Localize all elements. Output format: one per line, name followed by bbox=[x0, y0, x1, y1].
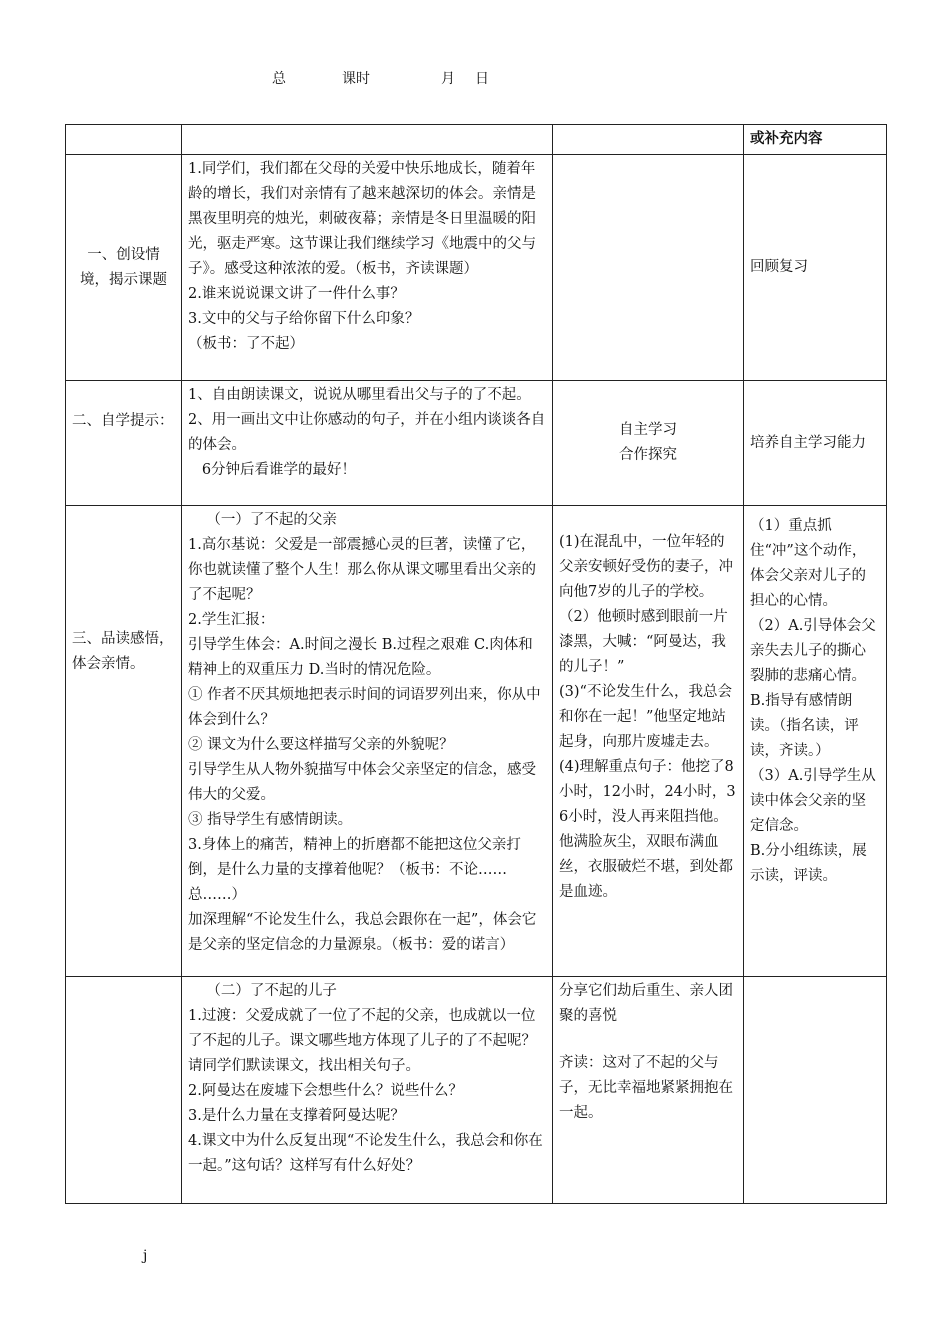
teacher-line: 2、用一画出文中让你感动的句子，并在小组内谈谈各自的体会。 bbox=[188, 412, 546, 453]
table-header-row bbox=[66, 125, 887, 155]
teacher-line: 1.过渡：父爱成就了一位了不起的父亲，也成就以一位了不起的儿子。课文哪些地方体现了儿子的了不起呢？请同学们默读课文，找出相关句子。 bbox=[188, 1008, 536, 1074]
stage-cell bbox=[66, 977, 182, 1204]
teacher-line: 引导学生体会：A.时间之漫长 B.过程之艰难 C.肉体和精神上的双重压力 D.当时的情况危险。 bbox=[188, 637, 533, 678]
note-line: B.分小组练读，展示读，评读。 bbox=[750, 843, 867, 884]
student-line: (4)理解重点句子：他挖了8小时，12小时，24小时，36小时，没人再来阻挡他。他满脸灰尘，双眼布满血丝，衣服破烂不堪，到处都是血迹。 bbox=[559, 759, 736, 900]
student-line: （2）他顿时感到眼前一片漆黑，大喊：“阿曼达，我的儿子！” bbox=[559, 609, 728, 675]
teacher-line: 3.文中的父与子给你留下什么印象？ bbox=[188, 311, 420, 327]
teacher-line: 1.同学们，我们都在父母的关爱中快乐地成长，随着年龄的增长，我们对亲情有了越来越深切的体会。亲情是黑夜里明亮的烛光，刺破夜幕；亲情是冬日里温暖的阳光，驱走严寒。这节课让我们继续学习《地震中的父与子》。感受这种浓浓的爱。（板书，齐读课题） bbox=[188, 161, 536, 277]
header-day: 日 bbox=[475, 71, 489, 87]
note-cell bbox=[744, 977, 887, 1204]
student-line: (1)在混乱中，一位年轻的父亲安顿好受伤的妻子，冲向他7岁的儿子的学校。 bbox=[559, 534, 733, 600]
note-line: 培养自主学习能力 bbox=[750, 434, 866, 451]
stage-cell: 一、创设情境，揭示课题 bbox=[66, 155, 182, 381]
teacher-cell bbox=[182, 506, 553, 977]
student-line: (3)“不论发生什么，我总会和你在一起！”他坚定地站起身，向那片废墟走去。 bbox=[559, 684, 732, 750]
header-cell-teacher bbox=[182, 125, 553, 155]
student-line: 合作探究 bbox=[619, 447, 677, 463]
teacher-line: 4.课文中为什么反复出现“不论发生什么，我总会和你在一起。”这句话？这样写有什么好处？ bbox=[188, 1133, 543, 1174]
teacher-line: 1.高尔基说：父爱是一部震撼心灵的巨著，读懂了它，你也就读懂了整个人生！那么你从课文哪里看出父亲的了不起呢？ bbox=[188, 537, 536, 603]
teacher-line: 引导学生从人物外貌描写中体会父亲坚定的信念，感受伟大的父爱。 bbox=[188, 762, 536, 803]
student-cell bbox=[553, 381, 744, 506]
teacher-line: 1、自由朗读课文，说说从哪里看出父与子的了不起。 bbox=[188, 387, 531, 403]
teacher-line: （二）了不起的儿子 bbox=[188, 983, 337, 999]
teacher-line: 2.学生汇报： bbox=[188, 612, 275, 628]
table-row bbox=[66, 155, 887, 381]
note-line: （1）重点抓住“冲”这个动作，体会父亲对儿子的担心的心情。 bbox=[750, 518, 867, 609]
teacher-line: 6分钟后看谁学的最好！ bbox=[188, 462, 357, 478]
teacher-line: （板书：了不起） bbox=[188, 336, 304, 352]
lesson-plan-table bbox=[65, 124, 887, 1204]
teacher-line: ① 作者不厌其烦地把表示时间的词语罗列出来，你从中体会到什么？ bbox=[188, 687, 541, 728]
teacher-line: 加深理解“不论发生什么，我总会跟你在一起”，体会它是父亲的坚定信念的力量源泉。（板书：爱的诺言） bbox=[188, 912, 537, 953]
header-cell-note: 或补充内容 bbox=[744, 125, 887, 155]
header-month: 月 bbox=[441, 71, 455, 87]
stage-cell: 二、自学提示： bbox=[66, 381, 182, 506]
student-line: 分享它们劫后重生、亲人团聚的喜悦 bbox=[559, 983, 733, 1024]
teacher-cell bbox=[182, 977, 553, 1204]
footer-mark: j bbox=[143, 1248, 148, 1264]
student-line: 自主学习 bbox=[619, 422, 677, 438]
student-cell bbox=[553, 977, 744, 1204]
teacher-line: 2.阿曼达在废墟下会想些什么？说些什么？ bbox=[188, 1083, 463, 1099]
table-row bbox=[66, 506, 887, 977]
note-cell bbox=[744, 155, 887, 381]
note-cell bbox=[744, 381, 887, 506]
teacher-cell bbox=[182, 381, 553, 506]
teacher-line: 3.身体上的痛苦，精神上的折磨都不能把这位父亲打倒，是什么力量的支撑着他呢？（板书：不论……总……） bbox=[188, 837, 521, 903]
header-lesson: 课时 bbox=[342, 71, 370, 87]
student-line: 齐读：这对了不起的父与子，无比幸福地紧紧拥抱在一起。 bbox=[559, 1055, 733, 1121]
teacher-line: ③ 指导学生有感情朗读。 bbox=[188, 812, 353, 828]
teacher-cell bbox=[182, 155, 553, 381]
stage-cell: 三、品读感悟，体会亲情。 bbox=[66, 506, 182, 977]
note-line: 回顾复习 bbox=[750, 259, 808, 275]
header-cell-student bbox=[553, 125, 744, 155]
header-cell-stage bbox=[66, 125, 182, 155]
teacher-line: （一）了不起的父亲 bbox=[188, 512, 337, 528]
note-line: （3）A.引导学生从读中体会父亲的坚定信念。 bbox=[750, 768, 876, 834]
header-total: 总 bbox=[272, 71, 286, 87]
note-line: （2）A.引导体会父亲失去儿子的撕心裂肺的悲痛心情。 bbox=[750, 618, 876, 684]
student-cell bbox=[553, 155, 744, 381]
note-cell bbox=[744, 506, 887, 977]
table-row bbox=[66, 381, 887, 506]
table-row bbox=[66, 977, 887, 1204]
teacher-line: 3.是什么力量在支撑着阿曼达呢？ bbox=[188, 1108, 405, 1124]
teacher-line: 2.谁来说说课文讲了一件什么事？ bbox=[188, 286, 405, 302]
student-cell bbox=[553, 506, 744, 977]
teacher-line: ② 课文为什么要这样描写父亲的外貌呢？ bbox=[188, 737, 454, 753]
page-header bbox=[0, 68, 950, 88]
note-line: B.指导有感情朗读。（指名读，评读，齐读。） bbox=[750, 693, 859, 759]
